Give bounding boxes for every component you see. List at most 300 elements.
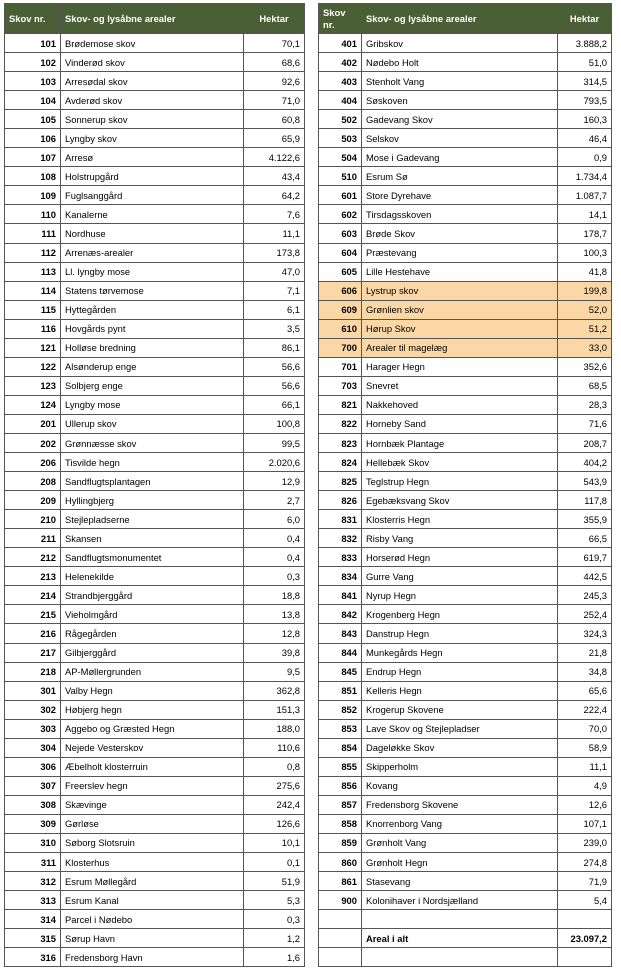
table-row xyxy=(5,529,305,548)
hectares-value: 65,6 xyxy=(558,681,612,700)
forest-name: Tisvilde hegn xyxy=(61,453,244,472)
hectares-value: 43,4 xyxy=(244,167,305,186)
forest-name: Sandflugtsplantagen xyxy=(61,472,244,491)
forest-number: 105 xyxy=(5,110,61,129)
forest-name: Skævinge xyxy=(61,795,244,814)
table-row xyxy=(5,205,305,224)
forest-number: 208 xyxy=(5,472,61,491)
hectares-value: 71,0 xyxy=(244,91,305,110)
hectares-value: 1.087,7 xyxy=(558,186,612,205)
hectares-value: 1,6 xyxy=(244,948,305,967)
forest-name: Brøde Skov xyxy=(362,224,558,243)
table-row xyxy=(5,472,305,491)
hectares-value: 274,8 xyxy=(558,853,612,872)
forest-number: 602 xyxy=(319,205,362,224)
forest-number: 860 xyxy=(319,853,362,872)
forest-name: Store Dyrehave xyxy=(362,186,558,205)
table-row xyxy=(319,510,612,529)
hectares-value: 5,4 xyxy=(558,891,612,910)
table-row xyxy=(319,833,612,852)
forest-name: Klosterhus xyxy=(61,853,244,872)
table-row xyxy=(5,776,305,795)
table-row xyxy=(5,34,305,53)
forest-number: 307 xyxy=(5,776,61,795)
forest-name: Teglstrup Hegn xyxy=(362,472,558,491)
table-row xyxy=(5,510,305,529)
forest-number: 115 xyxy=(5,300,61,319)
table-row xyxy=(319,53,612,72)
forest-name: Arrenæs-arealer xyxy=(61,243,244,262)
hectares-value: 7,6 xyxy=(244,205,305,224)
forest-number: 304 xyxy=(5,738,61,757)
hectares-value: 1,2 xyxy=(244,929,305,948)
hectares-value: 324,3 xyxy=(558,624,612,643)
forest-number: 102 xyxy=(5,53,61,72)
forest-name: Statens tørvemose xyxy=(61,281,244,300)
forest-number: 309 xyxy=(5,814,61,833)
table-row xyxy=(319,110,612,129)
forest-number: 700 xyxy=(319,338,362,357)
hectares-value: 4.122,6 xyxy=(244,148,305,167)
hectares-value: 12,6 xyxy=(558,795,612,814)
hectares-value: 52,0 xyxy=(558,300,612,319)
hectares-value: 0,4 xyxy=(244,548,305,567)
forest-number: 854 xyxy=(319,738,362,757)
forest-number: 108 xyxy=(5,167,61,186)
hectares-value: 2,7 xyxy=(244,491,305,510)
forest-number: 856 xyxy=(319,776,362,795)
table-row xyxy=(5,757,305,776)
forest-number: 209 xyxy=(5,491,61,510)
hectares-value: 543,9 xyxy=(558,472,612,491)
hectares-value: 178,7 xyxy=(558,224,612,243)
hectares-value: 41,8 xyxy=(558,262,612,281)
table-row xyxy=(5,795,305,814)
forest-name: Sørup Havn xyxy=(61,929,244,948)
forest-name: Sonnerup skov xyxy=(61,110,244,129)
table-row xyxy=(319,414,612,433)
total-label: Areal i alt xyxy=(362,929,558,948)
table-row xyxy=(5,414,305,433)
table-row xyxy=(5,662,305,681)
table-row xyxy=(5,624,305,643)
hectares-value: 71,9 xyxy=(558,872,612,891)
forest-number: 852 xyxy=(319,700,362,719)
forest-name: Grønlien skov xyxy=(362,300,558,319)
forest-number xyxy=(319,929,362,948)
table-row xyxy=(5,586,305,605)
table-row xyxy=(5,433,305,452)
forest-number: 206 xyxy=(5,453,61,472)
forest-name: Lyngby mose xyxy=(61,395,244,414)
forest-number: 858 xyxy=(319,814,362,833)
hectares-value: 58,9 xyxy=(558,738,612,757)
hectares-value: 355,9 xyxy=(558,510,612,529)
forest-name: Risby Vang xyxy=(362,529,558,548)
forest-name: Høbjerg hegn xyxy=(61,700,244,719)
forest-number: 824 xyxy=(319,453,362,472)
forest-number: 604 xyxy=(319,243,362,262)
hectares-value: 0,4 xyxy=(244,529,305,548)
hectares-value: 6,1 xyxy=(244,300,305,319)
hectares-value: 34,8 xyxy=(558,662,612,681)
hectares-value: 18,8 xyxy=(244,586,305,605)
forest-name: Avderød skov xyxy=(61,91,244,110)
forest-name: Brødemose skov xyxy=(61,34,244,53)
forest-name: Sandflugtsmonumentet xyxy=(61,548,244,567)
forest-number: 215 xyxy=(5,605,61,624)
header-area-name: Skov- og lysåbne arealer xyxy=(362,4,558,34)
table-row xyxy=(5,148,305,167)
hectares-value: 275,6 xyxy=(244,776,305,795)
forest-number: 834 xyxy=(319,567,362,586)
table-row xyxy=(5,853,305,872)
table-row xyxy=(319,891,612,910)
table-row xyxy=(319,262,612,281)
forest-number xyxy=(319,948,362,967)
forest-number: 113 xyxy=(5,262,61,281)
forest-name: Esrum Sø xyxy=(362,167,558,186)
forest-number: 402 xyxy=(319,53,362,72)
forest-name: Horserød Hegn xyxy=(362,548,558,567)
forest-name: Hovgårds pynt xyxy=(61,319,244,338)
forest-number: 825 xyxy=(319,472,362,491)
forest-name: Helenekilde xyxy=(61,567,244,586)
forest-name: Knorrenborg Vang xyxy=(362,814,558,833)
table-row xyxy=(5,605,305,624)
forest-name: Kovang xyxy=(362,776,558,795)
hectares-value: 0,8 xyxy=(244,757,305,776)
hectares-value: 242,4 xyxy=(244,795,305,814)
forest-name: Vinderød skov xyxy=(61,53,244,72)
forest-number: 844 xyxy=(319,643,362,662)
table-row xyxy=(319,757,612,776)
table-row xyxy=(5,91,305,110)
header-hektar: Hektar xyxy=(558,4,612,34)
forest-name xyxy=(362,910,558,929)
header-skov-nr: Skov nr. xyxy=(5,4,61,34)
hectares-value: 126,6 xyxy=(244,814,305,833)
table-row xyxy=(319,243,612,262)
header-area-name: Skov- og lysåbne arealer xyxy=(61,4,244,34)
hectares-value: 47,0 xyxy=(244,262,305,281)
table-row xyxy=(319,453,612,472)
hectares-value: 11,1 xyxy=(558,757,612,776)
table-row xyxy=(5,491,305,510)
forest-number: 821 xyxy=(319,395,362,414)
hectares-value: 442,5 xyxy=(558,567,612,586)
forest-name: Esrum Møllegård xyxy=(61,872,244,891)
forest-name: Rågegården xyxy=(61,624,244,643)
table-row xyxy=(319,681,612,700)
hectares-value: 2.020,6 xyxy=(244,453,305,472)
table-row xyxy=(5,243,305,262)
forest-number: 841 xyxy=(319,586,362,605)
forest-number: 510 xyxy=(319,167,362,186)
forest-name: Fredensborg Skovene xyxy=(362,795,558,814)
forest-name: Hyttegården xyxy=(61,300,244,319)
forest-name: Endrup Hegn xyxy=(362,662,558,681)
hectares-value: 619,7 xyxy=(558,548,612,567)
table-row xyxy=(319,700,612,719)
table-row xyxy=(319,395,612,414)
table-row xyxy=(5,872,305,891)
forest-name: Strandbjerggård xyxy=(61,586,244,605)
forest-number: 845 xyxy=(319,662,362,681)
forest-name: Præstevang xyxy=(362,243,558,262)
forest-name: Alsønderup enge xyxy=(61,357,244,376)
hectares-value: 0,3 xyxy=(244,910,305,929)
forest-name: Stenholt Vang xyxy=(362,72,558,91)
forest-name: Stejlepladserne xyxy=(61,510,244,529)
table-row xyxy=(319,776,612,795)
table-row xyxy=(5,53,305,72)
hectares-value: 68,5 xyxy=(558,376,612,395)
forest-number: 112 xyxy=(5,243,61,262)
forest-name: Dageløkke Skov xyxy=(362,738,558,757)
hectares-value: 110,6 xyxy=(244,738,305,757)
forest-number: 104 xyxy=(5,91,61,110)
hectares-value: 404,2 xyxy=(558,453,612,472)
forest-number: 217 xyxy=(5,643,61,662)
hectares-value: 352,6 xyxy=(558,357,612,376)
table-row xyxy=(319,129,612,148)
hectares-value: 151,3 xyxy=(244,700,305,719)
forest-number: 823 xyxy=(319,433,362,452)
forest-number: 308 xyxy=(5,795,61,814)
forest-number: 101 xyxy=(5,34,61,53)
forest-number: 857 xyxy=(319,795,362,814)
forest-name: Krogerup Skovene xyxy=(362,700,558,719)
table-row xyxy=(319,643,612,662)
forest-name: Freerslev hegn xyxy=(61,776,244,795)
forest-number: 123 xyxy=(5,376,61,395)
forest-name: Munkegårds Hegn xyxy=(362,643,558,662)
hectares-value: 100,8 xyxy=(244,414,305,433)
table-row xyxy=(319,281,612,300)
table-row xyxy=(5,453,305,472)
table-row xyxy=(319,338,612,357)
forest-name: Kolonihaver i Nordsjælland xyxy=(362,891,558,910)
forest-name: Esrum Kanal xyxy=(61,891,244,910)
forest-number: 306 xyxy=(5,757,61,776)
table-row xyxy=(319,167,612,186)
forest-number: 201 xyxy=(5,414,61,433)
forest-number: 122 xyxy=(5,357,61,376)
forest-name: Nyrup Hegn xyxy=(362,586,558,605)
table-row xyxy=(319,205,612,224)
forest-name: Gilbjerggård xyxy=(61,643,244,662)
forest-number: 504 xyxy=(319,148,362,167)
forest-number: 114 xyxy=(5,281,61,300)
forest-name: Arealer til magelæg xyxy=(362,338,558,357)
forest-name: Kanalerne xyxy=(61,205,244,224)
forest-name: Søskoven xyxy=(362,91,558,110)
forest-number: 859 xyxy=(319,833,362,852)
table-row xyxy=(319,910,612,929)
table-row xyxy=(5,700,305,719)
hectares-value: 66,5 xyxy=(558,529,612,548)
table-row xyxy=(5,681,305,700)
forest-name: Egebæksvang Skov xyxy=(362,491,558,510)
table-row xyxy=(5,319,305,338)
forest-name: Skansen xyxy=(61,529,244,548)
total-row xyxy=(319,929,612,948)
table-row xyxy=(319,72,612,91)
forest-name: Lille Hestehave xyxy=(362,262,558,281)
forest-number xyxy=(319,910,362,929)
forest-number: 109 xyxy=(5,186,61,205)
table-row xyxy=(5,833,305,852)
hectares-value: 39,8 xyxy=(244,643,305,662)
forest-name: Skipperholm xyxy=(362,757,558,776)
table-row xyxy=(319,605,612,624)
hectares-value: 208,7 xyxy=(558,433,612,452)
forest-name: Arresø xyxy=(61,148,244,167)
table-row xyxy=(319,529,612,548)
hectares-value: 92,6 xyxy=(244,72,305,91)
hectares-value: 46,4 xyxy=(558,129,612,148)
forest-number: 121 xyxy=(5,338,61,357)
forest-name: Nødebo Holt xyxy=(362,53,558,72)
table-row xyxy=(319,795,612,814)
table-row xyxy=(319,91,612,110)
hectares-value: 222,4 xyxy=(558,700,612,719)
forest-number: 202 xyxy=(5,433,61,452)
forest-name: Gurre Vang xyxy=(362,567,558,586)
table-row xyxy=(5,224,305,243)
hectares-value: 51,9 xyxy=(244,872,305,891)
table-row xyxy=(319,814,612,833)
forest-name: Gribskov xyxy=(362,34,558,53)
hectares-value: 56,6 xyxy=(244,357,305,376)
forest-name: Nordhuse xyxy=(61,224,244,243)
table-row xyxy=(5,567,305,586)
forest-number: 124 xyxy=(5,395,61,414)
hectares-value: 188,0 xyxy=(244,719,305,738)
forest-number: 831 xyxy=(319,510,362,529)
table-row xyxy=(5,719,305,738)
left-forest-table xyxy=(4,3,305,967)
hectares-value: 86,1 xyxy=(244,338,305,357)
table-row xyxy=(5,948,305,967)
forest-number: 314 xyxy=(5,910,61,929)
header-row xyxy=(319,4,612,34)
forest-number: 315 xyxy=(5,929,61,948)
forest-number: 822 xyxy=(319,414,362,433)
table-row xyxy=(319,224,612,243)
forest-name: Æbelholt klosterruin xyxy=(61,757,244,776)
forest-number: 601 xyxy=(319,186,362,205)
hectares-value: 51,2 xyxy=(558,319,612,338)
hectares-value: 21,8 xyxy=(558,643,612,662)
forest-name: Fuglsanggård xyxy=(61,186,244,205)
table-row xyxy=(5,357,305,376)
forest-name: Valby Hegn xyxy=(61,681,244,700)
table-row xyxy=(5,395,305,414)
table-row xyxy=(319,472,612,491)
table-row xyxy=(319,491,612,510)
hectares-value xyxy=(558,910,612,929)
forest-name: Parcel i Nødebo xyxy=(61,910,244,929)
hectares-value: 107,1 xyxy=(558,814,612,833)
forest-number: 310 xyxy=(5,833,61,852)
forest-number: 833 xyxy=(319,548,362,567)
hectares-value: 173,8 xyxy=(244,243,305,262)
forest-number: 900 xyxy=(319,891,362,910)
hectares-value: 70,0 xyxy=(558,719,612,738)
table-row xyxy=(5,643,305,662)
right-forest-table xyxy=(318,3,612,967)
left-table-body xyxy=(5,34,305,967)
forest-name: Gadevang Skov xyxy=(362,110,558,129)
hectares-value: 51,0 xyxy=(558,53,612,72)
hectares-value: 71,6 xyxy=(558,414,612,433)
forest-number: 861 xyxy=(319,872,362,891)
forest-name: Solbjerg enge xyxy=(61,376,244,395)
table-row xyxy=(5,814,305,833)
forest-name: Nakkehoved xyxy=(362,395,558,414)
table-row xyxy=(319,567,612,586)
hectares-value: 793,5 xyxy=(558,91,612,110)
right-table-body xyxy=(319,34,612,967)
forest-number: 701 xyxy=(319,357,362,376)
forest-name: Lystrup skov xyxy=(362,281,558,300)
table-row xyxy=(319,853,612,872)
table-row xyxy=(319,548,612,567)
forest-number: 312 xyxy=(5,872,61,891)
table-row xyxy=(5,891,305,910)
forest-number: 826 xyxy=(319,491,362,510)
hectares-value: 252,4 xyxy=(558,605,612,624)
table-row xyxy=(319,376,612,395)
hectares-value: 1.734,4 xyxy=(558,167,612,186)
forest-number: 316 xyxy=(5,948,61,967)
hectares-value: 100,3 xyxy=(558,243,612,262)
forest-number: 851 xyxy=(319,681,362,700)
forest-name: Søborg Slotsruin xyxy=(61,833,244,852)
hectares-value: 3,5 xyxy=(244,319,305,338)
table-row xyxy=(5,738,305,757)
table-row xyxy=(5,910,305,929)
hectares-value: 56,6 xyxy=(244,376,305,395)
table-row xyxy=(5,167,305,186)
hectares-value: 33,0 xyxy=(558,338,612,357)
forest-number: 606 xyxy=(319,281,362,300)
forest-number: 610 xyxy=(319,319,362,338)
forest-name: Hellebæk Skov xyxy=(362,453,558,472)
forest-number: 503 xyxy=(319,129,362,148)
forest-number: 212 xyxy=(5,548,61,567)
table-row xyxy=(319,186,612,205)
forest-number: 210 xyxy=(5,510,61,529)
table-row xyxy=(5,548,305,567)
forest-number: 106 xyxy=(5,129,61,148)
table-row xyxy=(319,586,612,605)
forest-number: 609 xyxy=(319,300,362,319)
table-row xyxy=(319,34,612,53)
forest-name: Snevret xyxy=(362,376,558,395)
header-row xyxy=(5,4,305,34)
forest-name: Vieholmgård xyxy=(61,605,244,624)
hectares-value: 6,0 xyxy=(244,510,305,529)
table-row xyxy=(5,262,305,281)
forest-number: 301 xyxy=(5,681,61,700)
table-row xyxy=(5,129,305,148)
table-row xyxy=(319,738,612,757)
table-row xyxy=(5,281,305,300)
forest-number: 603 xyxy=(319,224,362,243)
